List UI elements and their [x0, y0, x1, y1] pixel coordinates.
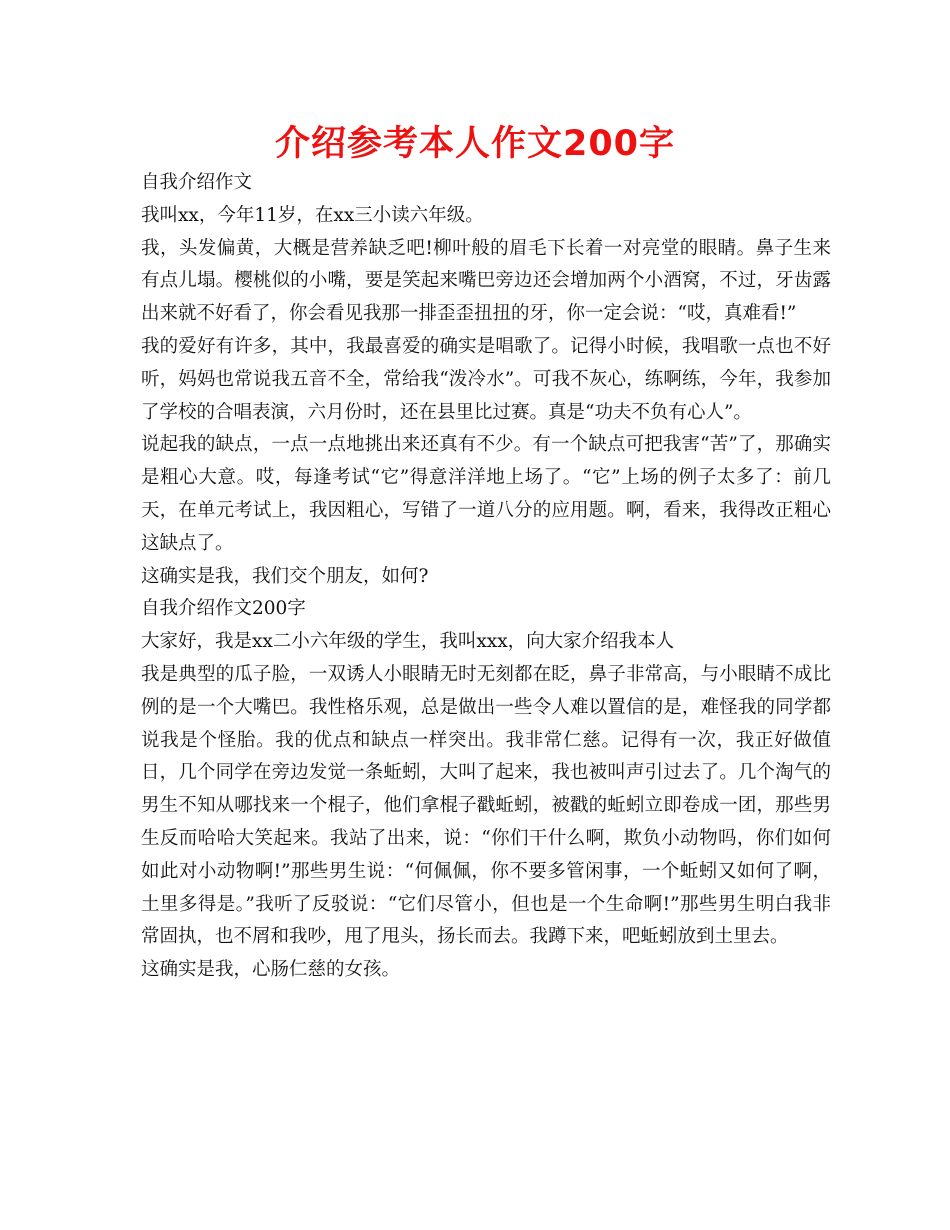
paragraph: 我是典型的瓜子脸，一双诱人小眼睛无时无刻都在眨，鼻子非常高，与小眼睛不成比例的是一个大嘴巴。我性格乐观，总是做出一些令人难以置信的是，难怪我的同学都说我是个怪胎。我的优点和缺点一样突出。我非常仁慈。记得有一次，我正好做值日，几个同学在旁边发觉一条蚯蚓，大叫了起来，我也被叫声引过去了。几个淘气的男生不知从哪找来一个棍子，他们拿棍子戳蚯蚓，被戳的蚯蚓立即卷成一团，那些男生反而哈哈大笑起来。我站了出来，说：“你们干什么啊，欺负小动物吗，你们如何如此对小动物啊!”那些男生说：“何佩佩，你不要多管闲事，一个蚯蚓又如何了啊，土里多得是。”我听了反驳说：“它们尽管小，但也是一个生命啊!”那些男生明白我非常固执，也不屑和我吵，甩了甩头，扬长而去。我蹲下来，吧蚯蚓放到土里去。	[141, 663, 831, 948]
paragraph: 说起我的缺点，一点一点地挑出来还真有不少。有一个缺点可把我害“苦”了，那确实是粗心大意。哎，每逢考试“它”得意洋洋地上场了。“它”上场的例子太多了：前几天，在单元考试上，我因粗心，写错了一道八分的应用题。啊，看来，我得改正粗心这缺点了。	[141, 434, 831, 554]
document-body	[141, 167, 831, 987]
paragraph: 这确实是我，心肠仁慈的女孩。	[141, 959, 401, 981]
paragraph: 我，头发偏黄，大概是营养缺乏吧!柳叶般的眉毛下长着一对亮堂的眼睛。鼻子生来有点儿塌。樱桃似的小嘴，要是笑起来嘴巴旁边还会增加两个小酒窝，不过，牙齿露出来就不好看了，你会看见我那一排歪歪扭扭的牙，你一定会说：“哎，真难看!”	[141, 237, 831, 325]
paragraph: 我叫xx，今年11岁，在xx三小读六年级。	[141, 204, 484, 226]
paragraph: 大家好，我是xx二小六年级的学生，我叫xxx，向大家介绍我本人	[141, 631, 675, 653]
paragraph: 自我介绍作文200字	[141, 598, 306, 620]
paragraph: 自我介绍作文	[141, 172, 253, 193]
document-title: 介绍参考本人作文200字	[274, 124, 676, 164]
paragraph: 这确实是我，我们交个朋友，如何?	[141, 565, 429, 587]
paragraph: 我的爱好有许多，其中，我最喜爱的确实是唱歌了。记得小时候，我唱歌一点也不好听，妈妈也常说我五音不全，常给我“泼冷水”。可我不灰心，练啊练，今年，我参加了学校的合唱表演，六月份时，还在县里比过赛。真是“功夫不负有心人”。	[141, 335, 831, 423]
